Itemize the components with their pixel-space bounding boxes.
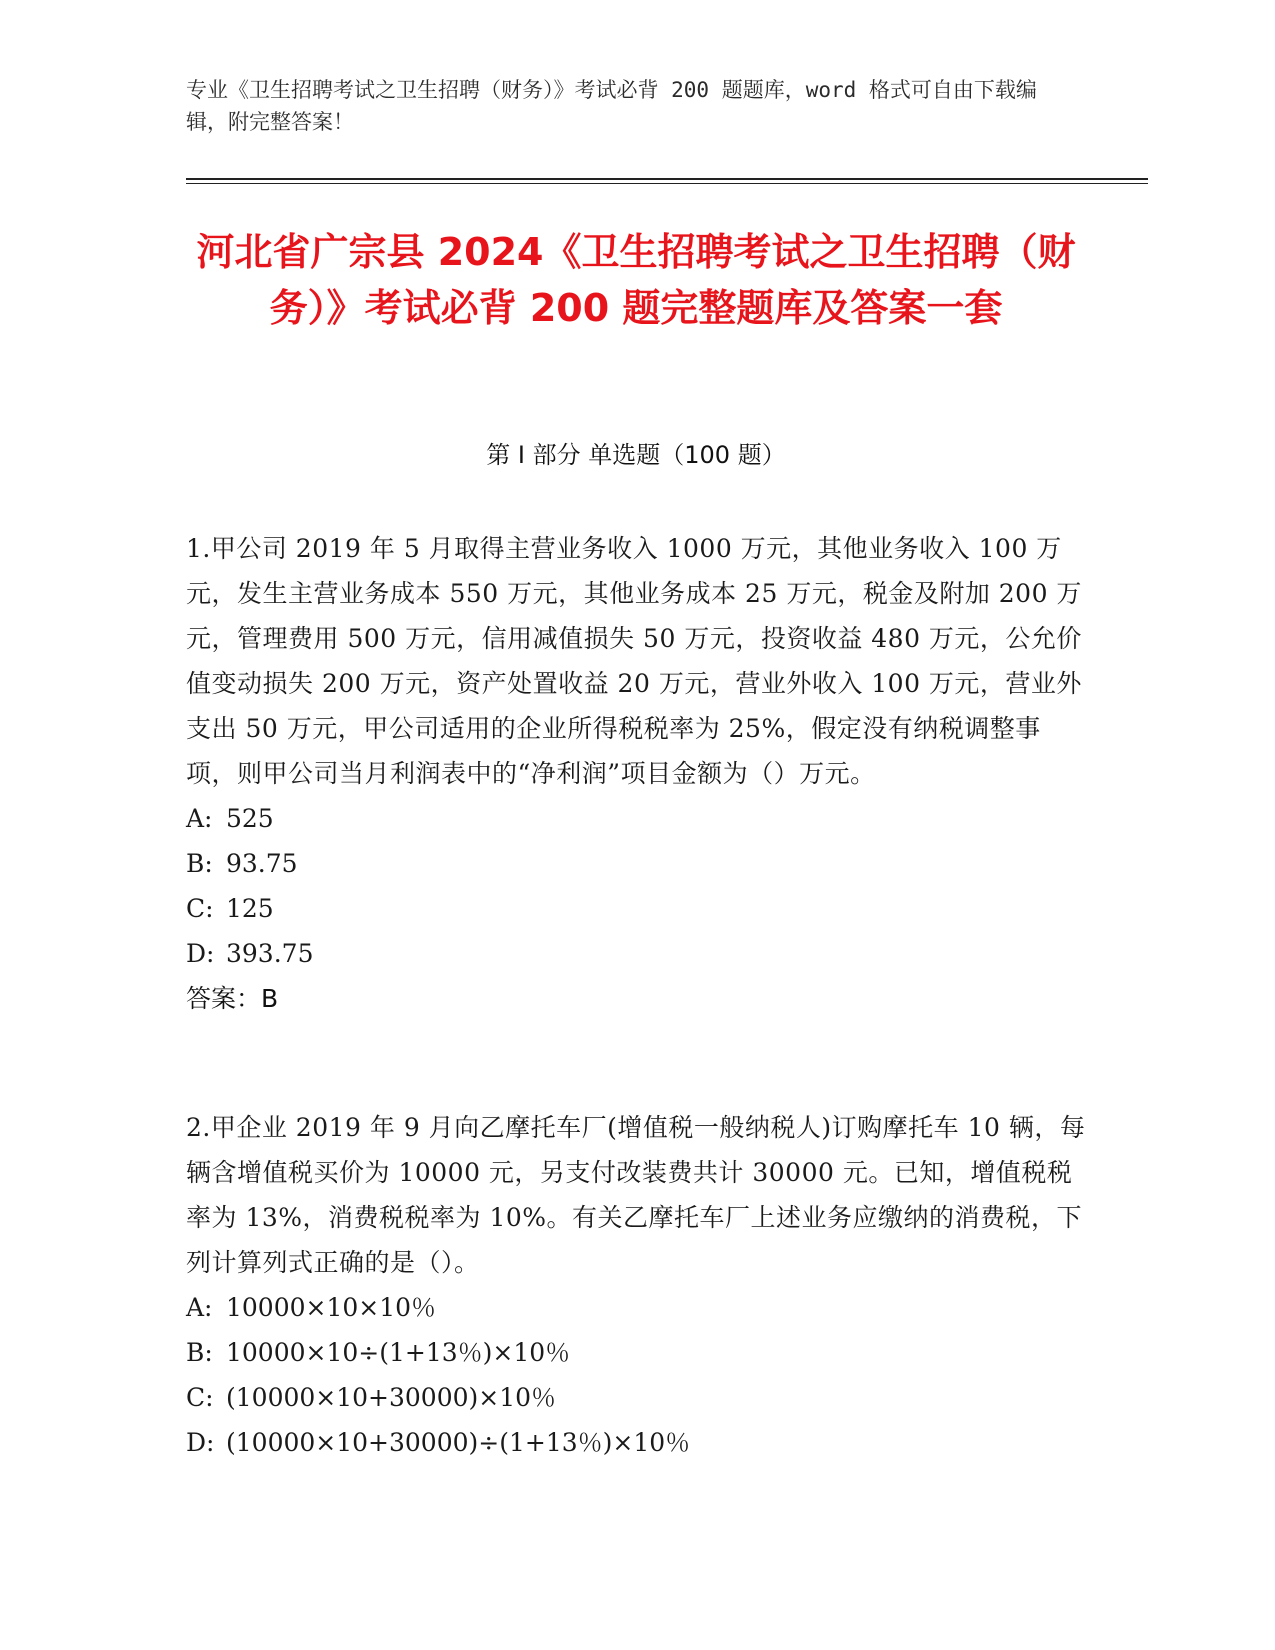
option-label: C:	[186, 1383, 214, 1412]
option-value: (10000×10+30000)÷(1+13％)×10％	[226, 1428, 691, 1457]
option-value: 125	[226, 894, 274, 923]
option-b	[186, 1330, 1086, 1375]
option-label: C:	[186, 894, 214, 923]
option-label: D:	[186, 1428, 215, 1457]
option-label: D:	[186, 939, 215, 968]
option-value: 393.75	[226, 939, 314, 968]
question-1	[186, 526, 1086, 1021]
option-c	[186, 1375, 1086, 1420]
option-value: (10000×10+30000)×10％	[226, 1383, 557, 1412]
answer: 答案：B	[186, 984, 279, 1013]
option-value: 525	[226, 804, 274, 833]
header-divider-thin	[186, 183, 1148, 184]
option-value: 10000×10÷(1+13％)×10％	[226, 1338, 571, 1367]
option-c	[186, 886, 1086, 931]
question-2	[186, 1105, 1086, 1465]
question-text: 1.甲公司 2019 年 5 月取得主营业务收入 1000 万元，其他业务收入 100 万元，发生主营业务成本 550 万元，其他业务成本 25 万元，税金及附加 200 万元，管理费用 500 万元，信用减值损失 50 万元，投资收益 480 万元，公允价值变动损失 200 万元，资产处置收益 20 万元，营业外收入 100 万元，营业外支出 50 万元，甲公司适用的企业所得税税率为 25%，假定没有纳税调整事项，则甲公司当月利润表中的“净利润”项目金额为（）万元。	[186, 534, 1082, 788]
option-a	[186, 796, 1086, 841]
option-b	[186, 841, 1086, 886]
document-title: 河北省广宗县 2024《卫生招聘考试之卫生招聘（财务）》考试必背 200 题完整题库及答案一套	[196, 230, 1076, 330]
option-label: B:	[186, 1338, 213, 1367]
option-label: B:	[186, 849, 213, 878]
option-d	[186, 931, 1086, 976]
option-value: 93.75	[226, 849, 298, 878]
header-divider	[186, 178, 1148, 180]
option-label: A:	[186, 804, 213, 833]
option-label: A:	[186, 1293, 213, 1322]
option-a	[186, 1285, 1086, 1330]
option-d	[186, 1420, 1086, 1465]
question-text: 2.甲企业 2019 年 9 月向乙摩托车厂(增值税一般纳税人)订购摩托车 10 辆，每辆含增值税买价为 10000 元，另支付改装费共计 30000 元。已知，增值税税率为 13%，消费税税率为 10%。有关乙摩托车厂上述业务应缴纳的消费税，下列计算列式正确的是（）。	[186, 1113, 1086, 1277]
option-value: 10000×10×10％	[226, 1293, 437, 1322]
header-note: 专业《卫生招聘考试之卫生招聘（财务）》考试必背 200 题题库，word 格式可自由下载编辑，附完整答案！	[186, 78, 1037, 134]
section-heading: 第 I 部分 单选题（100 题）	[486, 441, 786, 469]
